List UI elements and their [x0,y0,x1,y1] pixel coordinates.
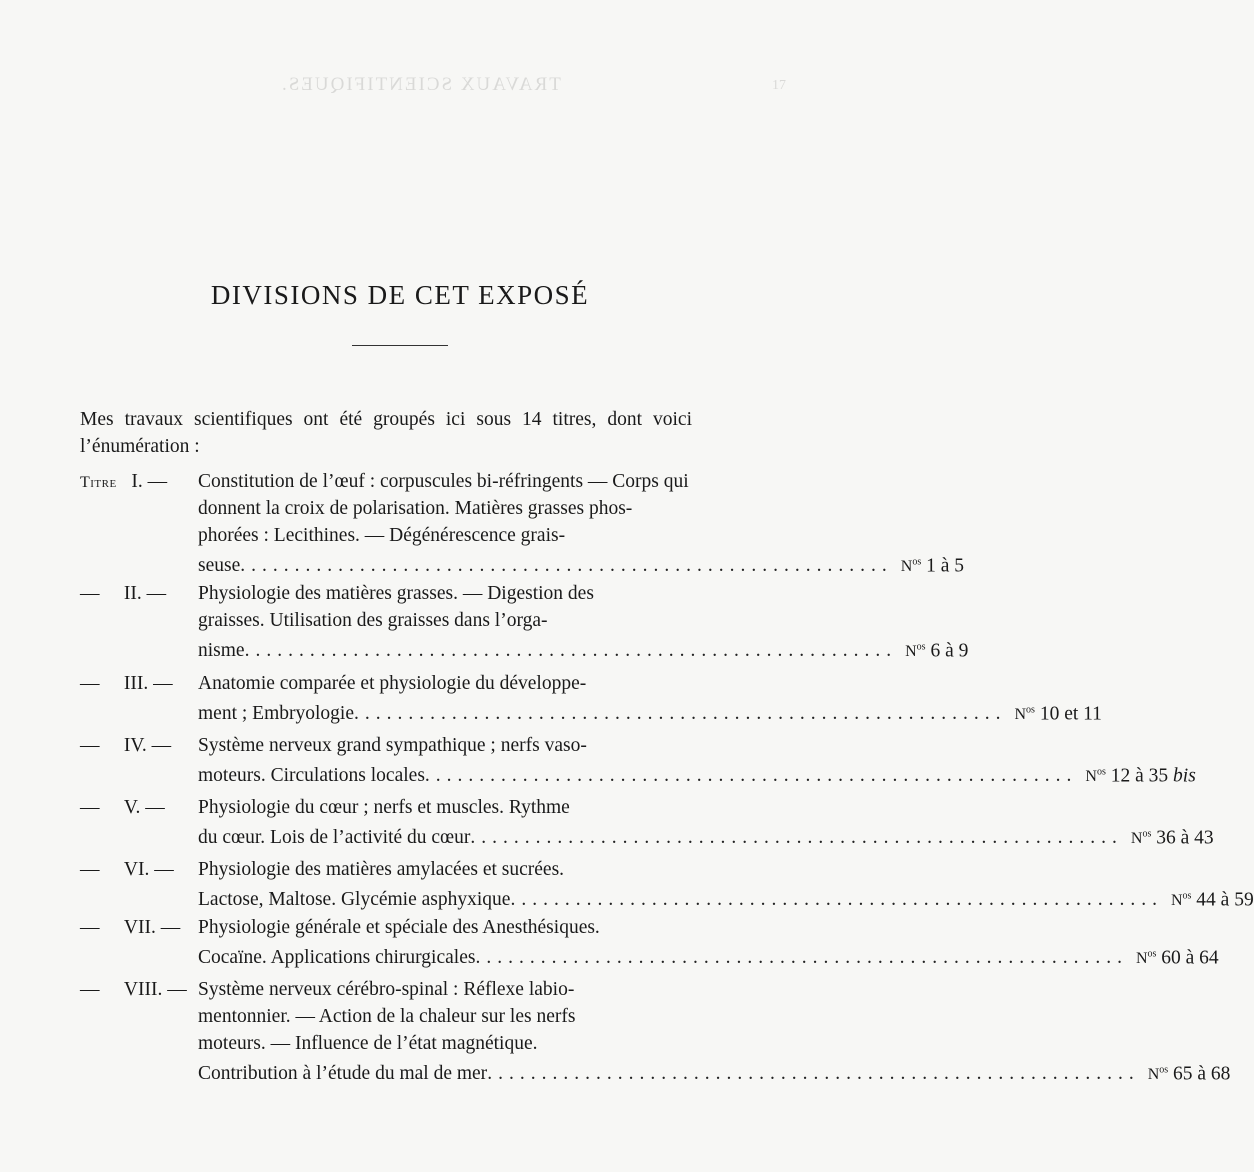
item-number-range [1171,883,1254,914]
division-numeral: II. — [99,583,167,604]
numbers-abbrev: $N^{os}$ [1014,705,1035,724]
range-value: 1 à 5 [921,555,964,577]
description-last-line [198,941,1219,972]
range-value: 10 et 11 [1034,703,1102,725]
description-last-line [198,634,969,665]
leader-dots: ............................................................ [244,640,898,662]
division-label [80,732,171,759]
description-line: mentonnier. — Action de la chaleur sur les nerfs [198,1006,576,1027]
leader-dots: ............................................................ [424,765,1078,787]
description-last-line [198,697,1102,728]
division-label [80,794,165,821]
numbers-abbrev: $N^{os}$ [1130,829,1152,848]
description-line: Physiologie des matières grasses. — Digestion des [198,583,594,604]
division-description [198,468,964,580]
range-value: 60 à 64 [1156,947,1219,969]
description-line: Anatomie comparée et physiologie du développe- [198,673,587,694]
division-label-prefix: Titre [80,474,117,491]
range-suffix: bis [1168,765,1196,787]
division-entry [80,670,1102,728]
division-numeral: V. — [99,797,165,818]
page-title: DIVISIONS DE CET EXPOSÉ [210,280,590,311]
division-entry [80,580,969,665]
description-line: Contribution à l’étude du mal de mer [198,1063,488,1085]
numbers-abbrev: $N^{os}$ [1085,767,1106,786]
leader-dots: ............................................................ [487,1063,1140,1085]
description-line: donnent la croix de polarisation. Matières grasses phos- [198,498,633,519]
division-description [198,976,1231,1088]
numbers-abbrev: $N^{os}$ [900,557,922,576]
item-number-range [1131,821,1214,852]
range-value: 44 à 59 [1191,889,1254,911]
description-line: Physiologie générale et spéciale des Anesthésiques. [198,917,600,938]
division-numeral: I. — [116,471,168,492]
division-description [198,914,1219,972]
description-line: Physiologie des matières amylacées et sucrées. [198,859,565,880]
description-line: Cocaïne. Applications chirurgicales [198,947,476,969]
range-value: 6 à 9 [925,640,969,662]
description-line: moteurs. Circulations locales [198,765,425,787]
division-label-prefix: — [80,673,100,694]
division-entry [80,732,1196,790]
division-numeral: III. — [99,673,173,694]
description-line: ment ; Embryologie [198,703,354,725]
description-line: phorées : Lecithines. — Dégénérescence grais- [198,525,566,546]
division-entry [80,914,1219,972]
item-number-range [1014,697,1101,728]
division-entry [80,794,1214,852]
division-entry [80,468,964,580]
division-label [80,856,174,883]
leader-dots: ............................................................ [353,703,1007,725]
division-description [198,670,1102,728]
division-numeral: VIII. — [99,979,187,1000]
description-line: nisme [198,640,245,662]
description-last-line [198,549,964,580]
range-value: 12 à 35 [1105,765,1169,787]
division-label-prefix: — [80,797,100,818]
range-value: 65 à 68 [1168,1063,1231,1085]
numbers-abbrev: $N^{os}$ [905,642,926,661]
description-line: seuse [198,555,241,577]
division-entry [80,976,1231,1088]
range-value: 36 à 43 [1151,827,1214,849]
leader-dots: ............................................................ [240,555,893,577]
description-line: Système nerveux cérébro-spinal : Réflexe labio- [198,979,575,1000]
division-label [80,580,166,607]
title-divider [352,345,448,346]
division-label-prefix: — [80,917,100,938]
division-entry [80,856,1254,914]
division-label [80,468,167,496]
description-last-line [198,883,1254,914]
intro-paragraph: Mes travaux scientifiques ont été groupés ici sous 14 titres, dont voici l’énumération : [80,409,692,457]
division-label-prefix: — [80,859,100,880]
division-label-prefix: — [80,735,100,756]
numbers-abbrev: $N^{os}$ [1135,949,1157,968]
description-last-line [198,1057,1231,1088]
description-last-line [198,821,1214,852]
division-label-prefix: — [80,583,100,604]
item-number-range [1148,1057,1231,1088]
description-line: moteurs. — Influence de l’état magnétique. [198,1033,538,1054]
division-label [80,976,187,1003]
leader-dots: ............................................................ [475,947,1128,969]
description-line: Système nerveux grand sympathique ; nerfs vaso- [198,735,587,756]
leader-dots: ............................................................ [510,889,1163,911]
division-label-prefix: — [80,979,100,1000]
description-line: Physiologie du cœur ; nerfs et muscles. Rythme [198,797,570,818]
ghost-page-number: 17 [772,78,786,93]
division-numeral: VII. — [99,917,181,938]
division-description [198,856,1254,914]
item-number-range [1136,941,1219,972]
division-numeral: IV. — [99,735,172,756]
item-number-range [905,634,968,665]
description-line: du cœur. Lois de l’activité du cœur [198,827,471,849]
numbers-abbrev: $N^{os}$ [1170,891,1192,910]
description-last-line [198,759,1196,790]
division-description [198,732,1196,790]
item-number-range [901,549,964,580]
division-description [198,794,1214,852]
numbers-abbrev: $N^{os}$ [1147,1065,1169,1084]
item-number-range [1085,759,1195,790]
division-numeral: VI. — [99,859,174,880]
division-label [80,914,180,941]
description-line: graisses. Utilisation des graisses dans l’orga- [198,610,548,631]
division-label [80,670,173,697]
description-line: Lactose, Maltose. Glycémie asphyxique [198,889,511,911]
leader-dots: ............................................................ [470,827,1123,849]
ghost-header: TRAVAUX SCIENTIFIQUES. [280,74,561,95]
description-line: Constitution de l’œuf : corpuscules bi-réfringents — Corps qui [198,471,689,492]
division-description [198,580,969,665]
